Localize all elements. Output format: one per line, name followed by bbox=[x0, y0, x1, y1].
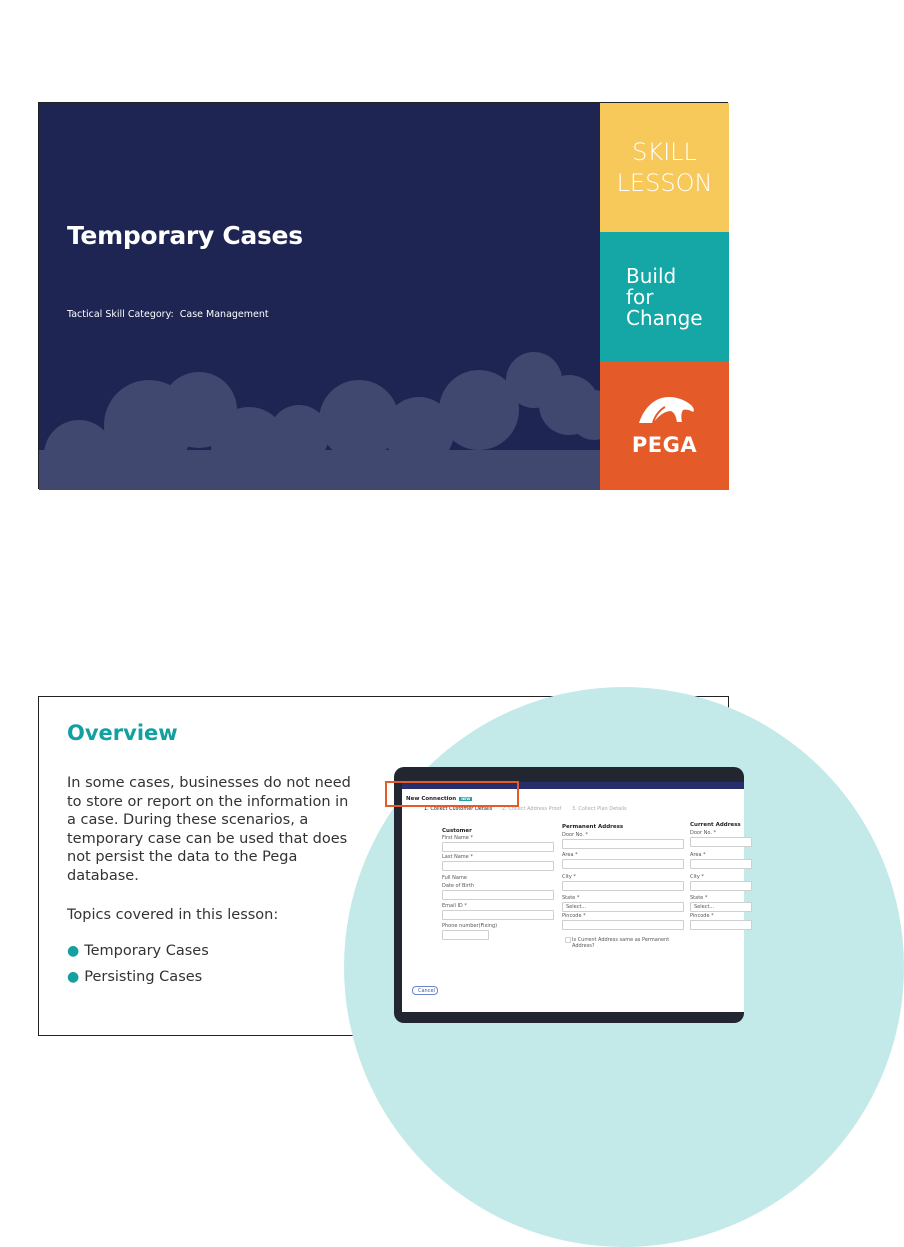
lesson-label: LESSON bbox=[616, 168, 713, 197]
field-label: Area * bbox=[562, 852, 578, 858]
field-label: Pincode * bbox=[562, 913, 586, 919]
topics-list bbox=[67, 938, 209, 990]
slide-subtitle: Tactical Skill Category: Case Management bbox=[67, 309, 269, 320]
field-label: City * bbox=[690, 874, 704, 880]
field-label: City * bbox=[562, 874, 576, 880]
title-slide bbox=[38, 102, 728, 489]
pega-logo-tile bbox=[600, 361, 729, 490]
field-label: Door No. * bbox=[690, 830, 717, 836]
pega-wordmark: PEGA bbox=[631, 433, 698, 457]
field-label: Last Name * bbox=[442, 854, 473, 860]
build-label: Build bbox=[626, 264, 677, 288]
pincode-input[interactable] bbox=[562, 920, 684, 930]
field-label: State * bbox=[562, 895, 580, 901]
field-label: Door No. * bbox=[562, 832, 589, 838]
current-address-heading: Current Address bbox=[690, 822, 741, 828]
customer-heading: Customer bbox=[442, 828, 472, 834]
current-city-input[interactable] bbox=[690, 881, 752, 891]
clouds-illustration bbox=[39, 350, 600, 490]
skill-label: SKILL bbox=[632, 137, 697, 166]
field-label: State * bbox=[690, 895, 708, 901]
current-state-select[interactable]: Select... bbox=[690, 902, 752, 912]
for-label: for bbox=[626, 285, 654, 309]
bullet-icon: ● bbox=[67, 943, 80, 959]
city-input[interactable] bbox=[562, 881, 684, 891]
pega-logo-icon bbox=[635, 391, 697, 425]
form-title: New Connection NEW bbox=[406, 796, 471, 802]
phone-input[interactable] bbox=[442, 930, 489, 940]
topic-label: Persisting Cases bbox=[84, 969, 203, 985]
highlight-box bbox=[385, 781, 519, 807]
checkbox-label: Is Current Address same as Permanent Address? bbox=[572, 937, 670, 949]
step-3[interactable]: 3. Collect Plan Details bbox=[572, 806, 627, 812]
field-label: Pincode * bbox=[690, 913, 714, 919]
skill-lesson-tile bbox=[600, 103, 729, 232]
field-label: Full Name bbox=[442, 875, 467, 881]
step-2[interactable]: 2. Collect Address Proof bbox=[502, 806, 562, 812]
area-input[interactable] bbox=[562, 859, 684, 869]
screenshot-screen bbox=[402, 782, 744, 1012]
current-area-input[interactable] bbox=[690, 859, 752, 869]
email-input[interactable] bbox=[442, 910, 554, 920]
topic-label: Temporary Cases bbox=[84, 943, 209, 959]
topic-item bbox=[67, 964, 209, 990]
new-badge: NEW bbox=[461, 796, 471, 801]
cancel-button[interactable]: Cancel bbox=[412, 986, 438, 995]
field-label: First Name * bbox=[442, 835, 473, 841]
topic-item bbox=[67, 938, 209, 964]
build-for-change-tile bbox=[600, 232, 729, 361]
field-label: Phone number(Fixing) bbox=[442, 923, 498, 929]
field-label: Date of Birth bbox=[442, 883, 474, 889]
door-no-input[interactable] bbox=[562, 839, 684, 849]
topics-heading: Topics covered in this lesson: bbox=[67, 907, 279, 923]
current-door-input[interactable] bbox=[690, 837, 752, 847]
dob-input[interactable] bbox=[442, 890, 554, 900]
permanent-address-heading: Permanent Address bbox=[562, 824, 624, 830]
overview-slide bbox=[38, 696, 741, 1036]
title-panel bbox=[39, 103, 600, 490]
first-name-input[interactable] bbox=[442, 842, 554, 852]
slide-title: Temporary Cases bbox=[67, 221, 303, 250]
brand-sidebar bbox=[600, 103, 729, 490]
change-label: Change bbox=[626, 306, 703, 330]
field-label: Email ID * bbox=[442, 903, 467, 909]
same-address-checkbox[interactable] bbox=[565, 937, 571, 943]
overview-heading: Overview bbox=[67, 721, 178, 745]
state-select[interactable]: Select... bbox=[562, 902, 684, 912]
overview-paragraph: In some cases, businesses do not need to store or report on the information in a case. During these scenarios, a temporary case can be used that does not persist the data to the Pega database. bbox=[67, 775, 351, 884]
bullet-icon: ● bbox=[67, 969, 80, 985]
last-name-input[interactable] bbox=[442, 861, 554, 871]
field-label: Area * bbox=[690, 852, 706, 858]
current-pincode-input[interactable] bbox=[690, 920, 752, 930]
step-1[interactable]: 1. Collect Customer Details bbox=[424, 806, 493, 812]
